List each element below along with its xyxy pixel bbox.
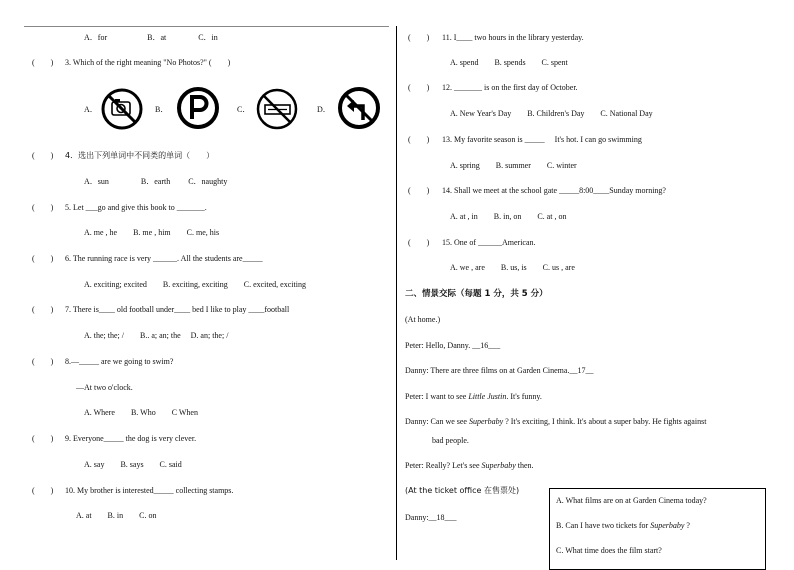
q10-options: A. at B. in C. on (76, 511, 157, 520)
q4-paren: ( ) (32, 151, 54, 160)
q14-options: A. at , in B. in, on C. at , on (450, 212, 567, 221)
no-photo-icon (100, 87, 144, 131)
q10-paren: ( ) (32, 486, 54, 495)
q10-stem: 10. My brother is interested_____ collecting stamps. (65, 486, 234, 495)
scene-at-home: (At home.) (405, 315, 441, 324)
q5-paren: ( ) (32, 203, 54, 212)
q3-option-d-label: D． (317, 105, 331, 114)
q6-stem: 6. The running race is very ______. All the students are_____ (65, 254, 263, 263)
q14-stem: 14. Shall we meet at the school gate _____8:00____Sunday morning? (442, 186, 666, 195)
q12-paren: ( ) (408, 83, 430, 92)
q9-options: A. say B. says C. said (84, 460, 182, 469)
q8-reply: —At two o'clock. (76, 383, 133, 392)
q5-stem: 5. Let ___go and give this book to _______. (65, 203, 207, 212)
q6-paren: ( ) (32, 254, 54, 263)
q13-paren: ( ) (408, 135, 430, 144)
q15-paren: ( ) (408, 238, 430, 247)
q12-options: A. New Year's Day B. Children's Day C. National Day (450, 109, 653, 118)
scene-ticket-office: (At the ticket office 在售票处) (405, 486, 520, 495)
dialog-line-16: Peter: Hello, Danny. __16___ (405, 341, 501, 350)
q3-option-b-label: B． (155, 105, 169, 114)
q4-options: A．sun B．earth C．naughty (84, 177, 228, 186)
dialog-line-little-justin: Peter: I want to see Little Justin. It's funny. (405, 392, 542, 401)
q7-options: A. the; the; / B.. a; an; the D. an; the; / (84, 331, 229, 340)
q15-options: A. we , are B. us, is C. us , are (450, 263, 575, 272)
parking-icon (176, 86, 220, 130)
top-rule (24, 26, 389, 27)
no-photos-camera-icon (255, 87, 299, 131)
dialog-line-really: Peter: Really? Let's see Superbaby then. (405, 461, 534, 470)
q7-stem: 7. There is____ old football under____ bed I like to play ____football (65, 305, 290, 314)
q11-options: A. spend B. spends C. spent (450, 58, 568, 67)
q12-stem: 12. _______ is on the first day of October. (442, 83, 578, 92)
q13-stem: 13. My favorite season is _____ It's hot. I can go swimming (442, 135, 642, 144)
q3-stem: 3. Which of the right meaning "No Photos?" ( ) (65, 58, 231, 67)
q4-stem: 4．选出下列单词中不同类的单词（ ） (65, 151, 215, 160)
dialog-line-superbaby-cont: bad people. (432, 436, 469, 445)
q9-paren: ( ) (32, 434, 54, 443)
column-divider (396, 26, 397, 560)
dialog-line-17: Danny: There are three films on at Garden Cinema.__17__ (405, 366, 594, 375)
no-left-turn-icon (337, 86, 381, 130)
q8-options: A. Where B. Who C When (84, 408, 198, 417)
q8-stem: 8.—_____ are we going to swim? (65, 357, 174, 366)
q14-paren: ( ) (408, 186, 430, 195)
q5-options: A. me , he B. me , him C. me, his (84, 228, 220, 237)
dialog-line-18: Danny:__18___ (405, 513, 457, 522)
section2-title: 二、情景交际（每题 1 分，共 5 分） (405, 289, 548, 299)
box-option-c: C. What time does the film start? (556, 546, 662, 555)
q15-stem: 15. One of ______American. (442, 238, 536, 247)
q2-options: A．for B．at C．in (84, 33, 218, 42)
q13-options: A. spring B. summer C. winter (450, 161, 577, 170)
box-option-b: B. Can I have two tickets for Superbaby ? (556, 521, 690, 530)
box-option-a: A. What films are on at Garden Cinema today? (556, 496, 707, 505)
dialog-line-superbaby: Danny: Can we see Superbaby ? It's exciting, I think. It's about a super baby. He fights against (405, 417, 707, 426)
q3-paren: ( ) (32, 58, 54, 67)
q8-paren: ( ) (32, 357, 54, 366)
q11-stem: 11. I____ two hours in the library yesterday. (442, 33, 584, 42)
q3-option-a-label: A． (84, 105, 98, 114)
q3-option-c-label: C． (237, 105, 251, 114)
q7-paren: ( ) (32, 305, 54, 314)
q9-stem: 9. Everyone_____ the dog is very clever. (65, 434, 197, 443)
q11-paren: ( ) (408, 33, 430, 42)
q6-options: A. exciting; excited B. exciting, exciting C. excited, exciting (84, 280, 306, 289)
